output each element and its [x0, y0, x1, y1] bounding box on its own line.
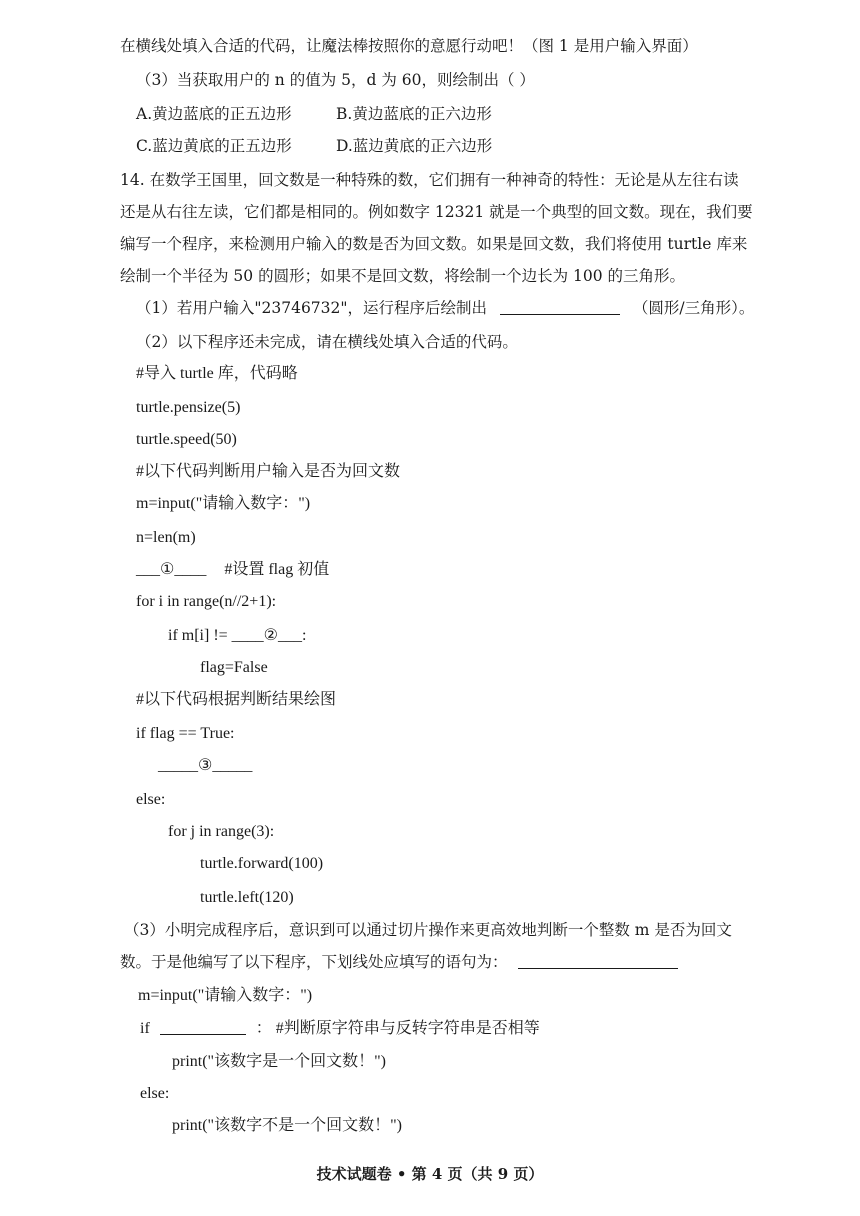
code-for-range3: for j in range(3): [168, 823, 275, 840]
code-len: n=len(m) [136, 529, 196, 546]
q13-option-d: D.蓝边黄底的正六边形 [336, 137, 493, 155]
code-if-flag: if flag == True: [136, 725, 235, 742]
code2-comment: ： #判断原字符串与反转字符串是否相等 [255, 1020, 540, 1037]
code2-input: m=input("请输入数字：") [138, 987, 313, 1004]
q13-option-c: C.蓝边黄底的正五边形 [136, 137, 292, 155]
q14-sub3-line-2 [120, 952, 678, 972]
code-comment-check: #以下代码判断用户输入是否为回文数 [136, 463, 401, 480]
blank-1[interactable]: ___①____ [136, 561, 207, 578]
code-comment-flag: #设置 flag 初值 [224, 561, 330, 578]
code2-print-yes: print("该数字是一个回文数！") [172, 1053, 386, 1070]
code-if-compare-line [168, 626, 306, 646]
code-else: else: [136, 791, 166, 808]
code-left: turtle.left(120) [200, 889, 294, 906]
q13-intro-text: 在横线处填入合适的代码，让魔法棒按照你的意愿行动吧！（图 1 是用户输入界面） [120, 37, 698, 55]
code-forward: turtle.forward(100) [200, 855, 324, 872]
q14-sub3-answer-blank[interactable] [518, 952, 678, 969]
q14-para-line-4: 绘制一个半径为 50 的圆形；如果不是回文数，将绘制一个边长为 100 的三角形。 [120, 267, 686, 285]
q13-option-b: B.黄边蓝底的正六边形 [336, 105, 492, 123]
q14-para-line-1: 14. 在数学王国里，回文数是一种特殊的数，它们拥有一种神奇的特性：无论是从左往右读 [120, 171, 739, 189]
code2-print-no: print("该数字不是一个回文数！") [172, 1117, 402, 1134]
q14-sub3-prompt: 数。于是他编写了以下程序，下划线处应填写的语句为： [120, 953, 508, 971]
code-comment-import: #导入 turtle 库，代码略 [136, 365, 298, 382]
q14-para-line-2: 还是从右往左读，它们都是相同的。例如数字 12321 就是一个典型的回文数。现在，我们要 [120, 203, 753, 221]
code-flag-false: flag=False [200, 659, 268, 676]
q14-sub3-line-1: （3）小明完成程序后，意识到可以通过切片操作来更高效地判断一个整数 m 是否为回文 [124, 921, 732, 939]
code-for-loop: for i in range(n//2+1): [136, 593, 277, 610]
code2-else: else: [140, 1085, 170, 1102]
q13-option-a: A.黄边蓝底的正五边形 [136, 105, 292, 123]
code2-if-line [140, 1018, 540, 1039]
q14-sub2: （2）以下程序还未完成，请在横线处填入合适的代码。 [136, 333, 518, 351]
code-flag-init-line [136, 560, 329, 580]
q14-sub1-answer-blank[interactable] [500, 298, 620, 315]
q14-sub1-choice-hint: （圆形/三角形）。 [632, 299, 755, 317]
q14-para-line-3: 编写一个程序，来检测用户输入的数是否为回文数。如果是回文数，我们将使用 turtle 库来 [120, 235, 748, 253]
blank-2[interactable]: ____②___ [231, 627, 303, 644]
q13-sub3-question: （3）当获取用户的 n 的值为 5，d 为 60，则绘制出（ ） [136, 71, 535, 89]
code-pensize: turtle.pensize(5) [136, 399, 241, 416]
code2-slice-blank[interactable] [160, 1018, 246, 1035]
code-speed: turtle.speed(50) [136, 431, 237, 448]
code-input: m=input("请输入数字：") [136, 495, 311, 512]
code2-if: if [140, 1020, 150, 1037]
blank-3[interactable]: _____③_____ [158, 757, 253, 774]
page-footer: 技术试题卷 • 第 4 页（共 9 页） [316, 1165, 544, 1183]
q14-sub1-prompt: （1）若用户输入"23746732"，运行程序后绘制出 [136, 299, 488, 317]
code-if-compare: if m[i] != [168, 627, 232, 644]
code-comment-draw: #以下代码根据判断结果绘图 [136, 691, 337, 708]
code-colon: : [302, 627, 307, 644]
q14-sub1 [136, 298, 754, 318]
